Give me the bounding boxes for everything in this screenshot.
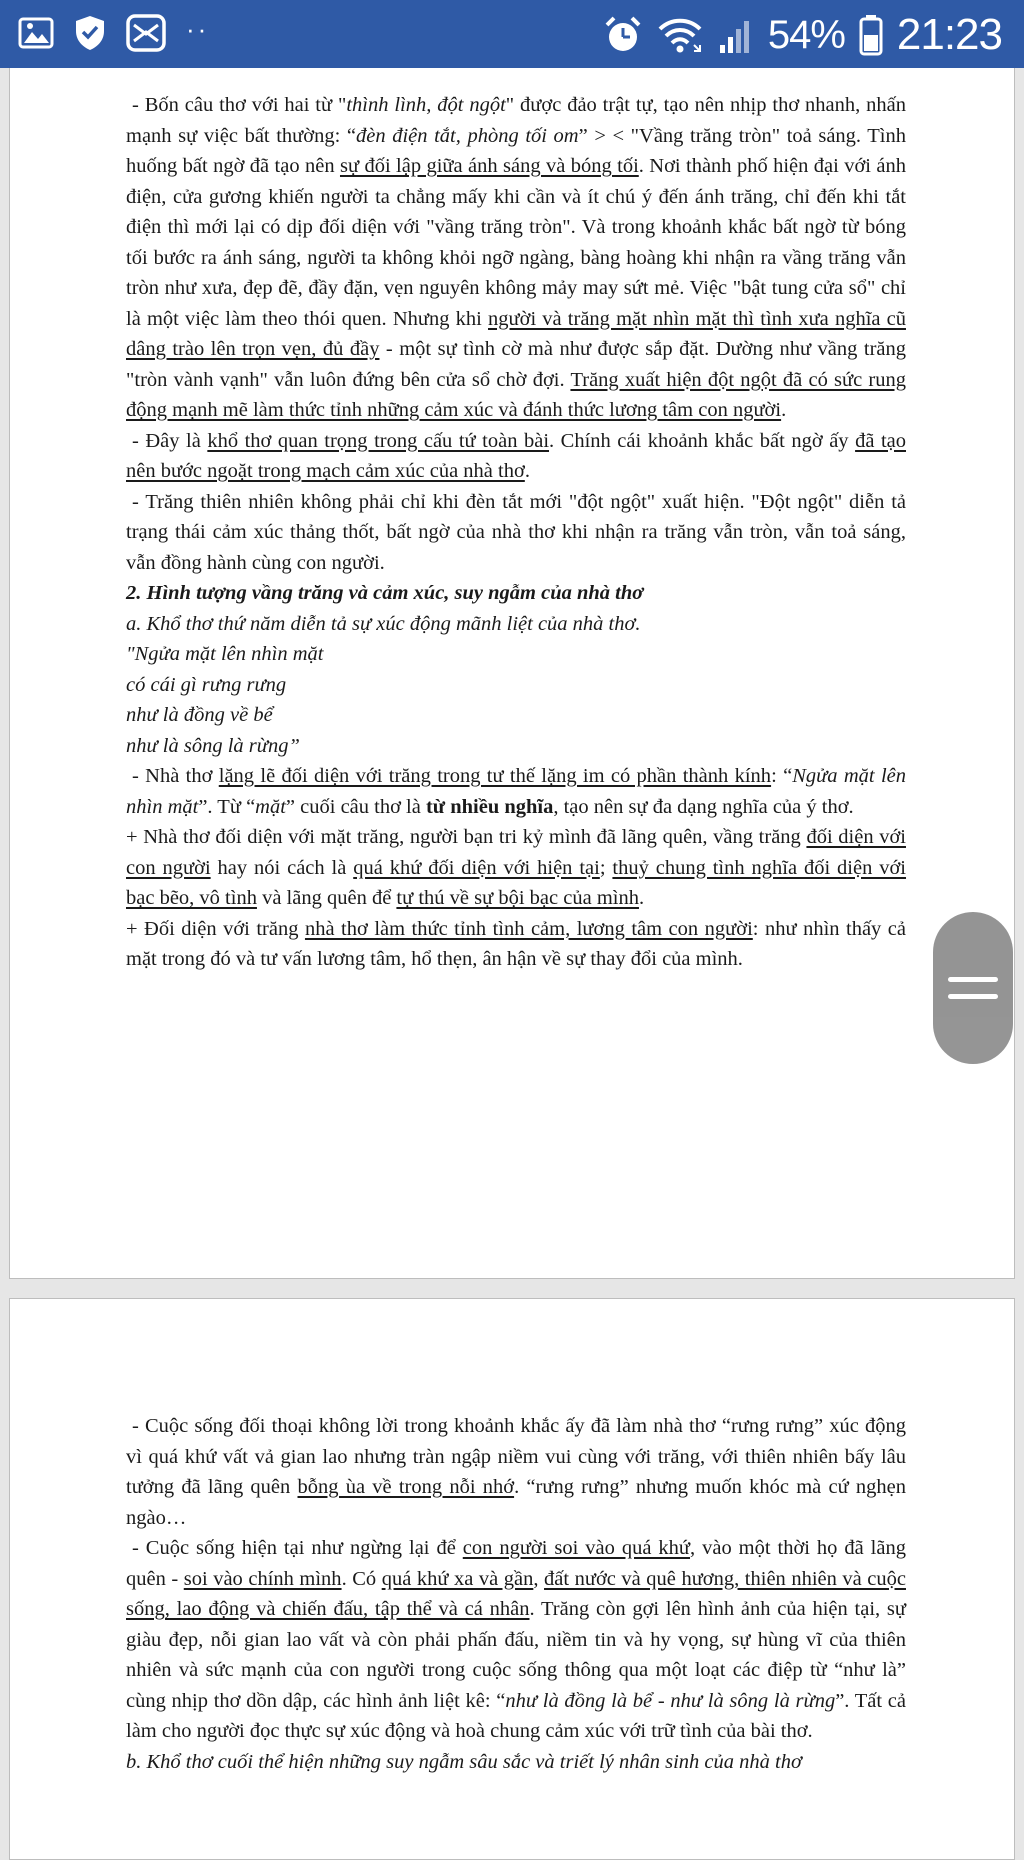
poem-line-1: "Ngửa mặt lên nhìn mặt <box>126 643 324 665</box>
gallery-icon <box>18 15 54 51</box>
poem-line-2: có cái gì rưng rưng <box>126 673 287 696</box>
paragraph-key-stanza: - Đây là khổ thơ quan trọng trong cấu tứ toàn bài. Chính cái khoảnh khắc bất ngờ ấy đã tạo nên bước ngoặt trong mạch cảm xúc của nhà thơ. <box>126 426 906 487</box>
wifi-icon <box>656 15 704 55</box>
paragraph-reflection: - Cuộc sống hiện tại như ngừng lại để con người soi vào quá khứ, vào một thời họ đã lãng quên - soi vào chính mình. Có quá khứ xa và gần, đất nước và quê hương, thiên nhiên và cuộc sống, lao động và chiến đấu, tập thể và cá nhân. Trăng còn gợi lên hình ảnh của hiện tại, sự giàu đẹp, nỗi gian lao vất và còn phải phấn đấu, niềm tin và hy vọng, sự hùng vĩ của thiên nhiên và sức mạnh của con người trong cuộc sống thông qua một loạt các điệp từ “như là” cùng nhịp thơ dồn dập, các hình ảnh liệt kê: “như là đồng là bể - như là sông là rừng”. Tất cả làm cho người đọc thực sự xúc động và hoà chung cảm xúc với trữ tình của bài thơ. <box>126 1533 906 1747</box>
section-heading-2: 2. Hình tượng vầng trăng và cảm xúc, suy ngẫm của nhà thơ <box>126 582 644 604</box>
clock: 21:23 <box>896 10 1002 59</box>
document-page-1 <box>9 68 1015 1279</box>
paragraph-nature-moon: - Trăng thiên nhiên không phải chỉ khi đèn tắt mới "đột ngột" xuất hiện. "Đột ngột" diễn tả trạng thái cảm xúc thảng thốt, bất ngờ của nhà thơ khi nhận ra trăng vẫn tròn, vẫn toả sáng, vẫn đồng hành cùng con người. <box>126 487 906 579</box>
grip-line-icon <box>948 977 998 982</box>
poem-line-4: như là sông là rừng” <box>126 734 300 757</box>
more-notifications-indicator: ·· <box>186 14 210 44</box>
paragraph-wordless-dialogue: - Cuộc sống đối thoại không lời trong khoảnh khắc ấy đã làm nhà thơ “rưng rưng” xúc động vì quá khứ vất vả gian lao nhưng tràn ngập niềm vui cùng với trăng, với thiên nhiên bấy lâu tưởng đã lãng quên bỗng ùa về trong nỗi nhớ. “rưng rưng” nhưng muốn khóc mà cứ nghẹn ngào… <box>126 1411 906 1533</box>
page-1-text <box>126 90 906 975</box>
paragraph-past-present: + Nhà thơ đối diện với mặt trăng, người bạn tri kỷ mình đã lãng quên, vầng trăng đối diện với con người hay nói cách là quá khứ đối diện với hiện tại; thuỷ chung tình nghĩa đối diện với bạc bẽo, vô tình và lãng quên để tự thú về sự bội bạc của mình. <box>126 826 907 909</box>
paragraph-facing-moon: - Nhà thơ lặng lẽ đối diện với trăng trong tư thế lặng im có phần thành kính: “Ngửa mặt lên nhìn mặt”. Từ “mặt” cuối câu thơ là từ nhiều nghĩa, tạo nên sự đa dạng nghĩa của ý thơ. <box>126 761 906 822</box>
alarm-icon <box>604 15 642 55</box>
battery-icon <box>859 14 883 56</box>
subheading-a: a. Khổ thơ thứ năm diễn tả sự xúc động mãnh liệt của nhà thơ. <box>126 612 641 635</box>
battery-percent: 54% <box>767 12 845 57</box>
paragraph-surprise-moment: - Bốn câu thơ với hai từ "thình lình, đột ngột" được đảo trật tự, tạo nên nhịp thơ nhanh, nhấn mạnh sự việc bất thường: “đèn điện tắt, phòng tối om” > < "Vầng trăng tròn" toả sáng. Tình huống bất ngờ đã tạo nên sự đối lập giữa ánh sáng và bóng tối. Nơi thành phố hiện đại với ánh điện, cửa gương khiến người ta chẳng mấy khi cần và ít chú ý đến ánh trăng, chỉ đến khi tắt điện thì mới lại có dịp đối diện với "vầng trăng tròn". Và trong khoảnh khắc bất ngờ từ bóng tối bước ra ánh sáng, người ta không khỏi ngỡ ngàng, bàng hoàng khi nhận ra vầng trăng vẫn tròn như xưa, đẹp đẽ, đầy đặn, vẹn nguyên không mảy may sứt mẻ. Việc "bật tung cửa sổ" chỉ là một việc làm theo thói quen. Nhưng khi người và trăng mặt nhìn mặt thì tình xưa nghĩa cũ dâng trào lên trọn vẹn, đủ đầy - một sự tình cờ mà như được sắp đặt. Dường như vầng trăng "tròn vành vạnh" vẫn luôn đứng bên cửa sổ chờ đợi. Trăng xuất hiện đột ngột đã có sức rung động mạnh mẽ làm thức tỉnh những cảm xúc và đánh thức lương tâm con người. <box>126 90 906 426</box>
poem-line-3: như là đồng về bể <box>126 704 273 726</box>
shield-icon <box>74 14 106 52</box>
page-2-text <box>126 1411 906 1777</box>
subheading-b: b. Khổ thơ cuối thể hiện những suy ngẫm sâu sắc và triết lý nhân sinh của nhà thơ <box>126 1750 802 1773</box>
document-page-2 <box>9 1298 1015 1860</box>
fast-scroll-handle[interactable] <box>933 912 1013 1064</box>
status-bar <box>0 0 1024 68</box>
signal-icon <box>718 15 754 55</box>
grip-line-icon <box>948 994 998 999</box>
email-icon <box>126 14 166 52</box>
paragraph-conscience: + Đối diện với trăng nhà thơ làm thức tỉnh tình cảm, lương tâm con người: như nhìn thấy cả mặt trong đó và tư vấn lương tâm, hổ thẹn, ân hận về sự thay đổi của mình. <box>126 917 906 970</box>
